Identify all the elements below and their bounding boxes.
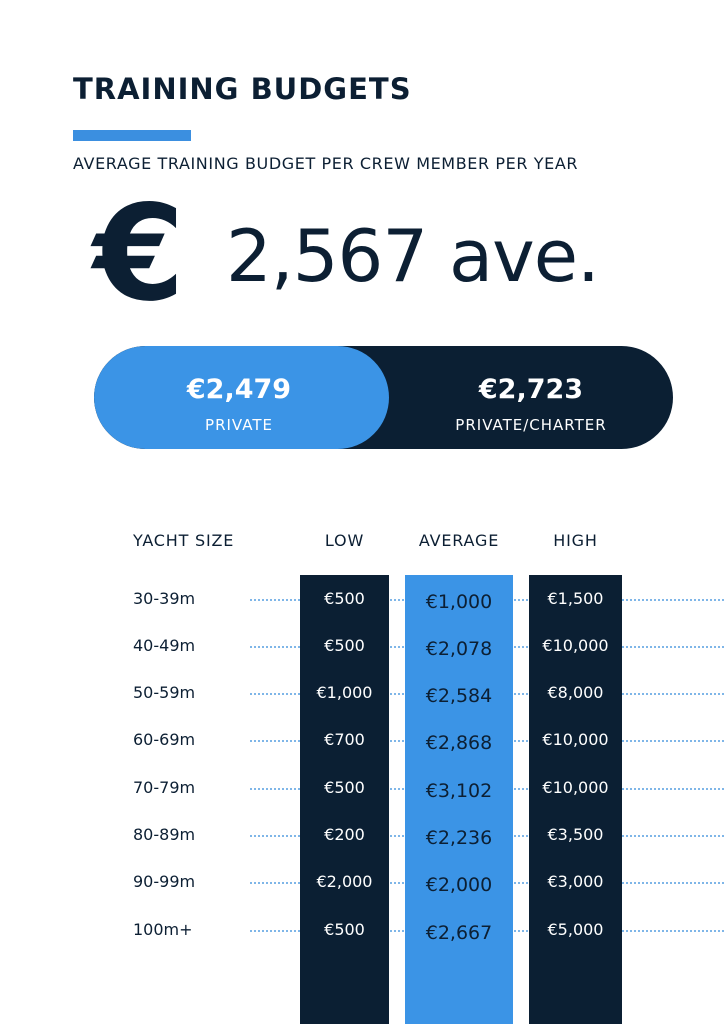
title-accent-bar: [73, 130, 191, 141]
table-row: [0, 811, 724, 858]
yacht-size-cell: 70-79m: [133, 778, 196, 797]
page-subtitle: AVERAGE TRAINING BUDGET PER CREW MEMBER PER YEAR: [73, 154, 579, 173]
high-cell: €1,500: [529, 589, 622, 608]
header-low: LOW: [324, 531, 365, 550]
table-row: [0, 716, 724, 763]
header-high: HIGH: [553, 531, 598, 550]
high-cell: €5,000: [529, 920, 622, 939]
low-cell: €2,000: [300, 872, 389, 891]
yacht-size-cell: 80-89m: [133, 825, 196, 844]
average-cell: €2,078: [405, 638, 513, 660]
table-row: [0, 669, 724, 716]
high-cell: €3,500: [529, 825, 622, 844]
average-cell: €2,667: [405, 922, 513, 944]
header-yacht-size: YACHT SIZE: [133, 531, 235, 550]
budget-split-pill: [94, 346, 673, 449]
table-row: [0, 858, 724, 905]
private-label: PRIVATE: [205, 416, 273, 434]
high-cell: €10,000: [529, 730, 622, 749]
low-cell: €200: [300, 825, 389, 844]
high-cell: €3,000: [529, 872, 622, 891]
high-cell: €8,000: [529, 683, 622, 702]
yacht-size-cell: 90-99m: [133, 872, 196, 891]
table-row: [0, 622, 724, 669]
yacht-size-cell: 30-39m: [133, 589, 196, 608]
private-amount: €2,479: [186, 374, 292, 405]
low-cell: €500: [300, 778, 389, 797]
yacht-size-cell: 60-69m: [133, 730, 196, 749]
low-cell: €500: [300, 920, 389, 939]
low-cell: €500: [300, 636, 389, 655]
average-cell: €2,868: [405, 732, 513, 754]
average-cell: €1,000: [405, 591, 513, 613]
private-charter-amount: €2,723: [478, 374, 584, 405]
table-row: [0, 764, 724, 811]
high-cell: €10,000: [529, 778, 622, 797]
table-row: [0, 575, 724, 622]
high-cell: €10,000: [529, 636, 622, 655]
low-cell: €1,000: [300, 683, 389, 702]
average-cell: €2,000: [405, 874, 513, 896]
yacht-size-cell: 50-59m: [133, 683, 196, 702]
average-cell: €2,584: [405, 685, 513, 707]
header-average: AVERAGE: [418, 531, 500, 550]
yacht-size-cell: 40-49m: [133, 636, 196, 655]
euro-icon: €: [93, 177, 185, 331]
private-charter-label: PRIVATE/CHARTER: [455, 416, 607, 434]
yacht-size-cell: 100m+: [133, 920, 193, 939]
average-cell: €3,102: [405, 780, 513, 802]
low-cell: €500: [300, 589, 389, 608]
low-cell: €700: [300, 730, 389, 749]
average-cell: €2,236: [405, 827, 513, 849]
page-title: TRAINING BUDGETS: [73, 72, 412, 106]
table-row: [0, 906, 724, 953]
headline-average: 2,567 ave.: [226, 214, 599, 298]
